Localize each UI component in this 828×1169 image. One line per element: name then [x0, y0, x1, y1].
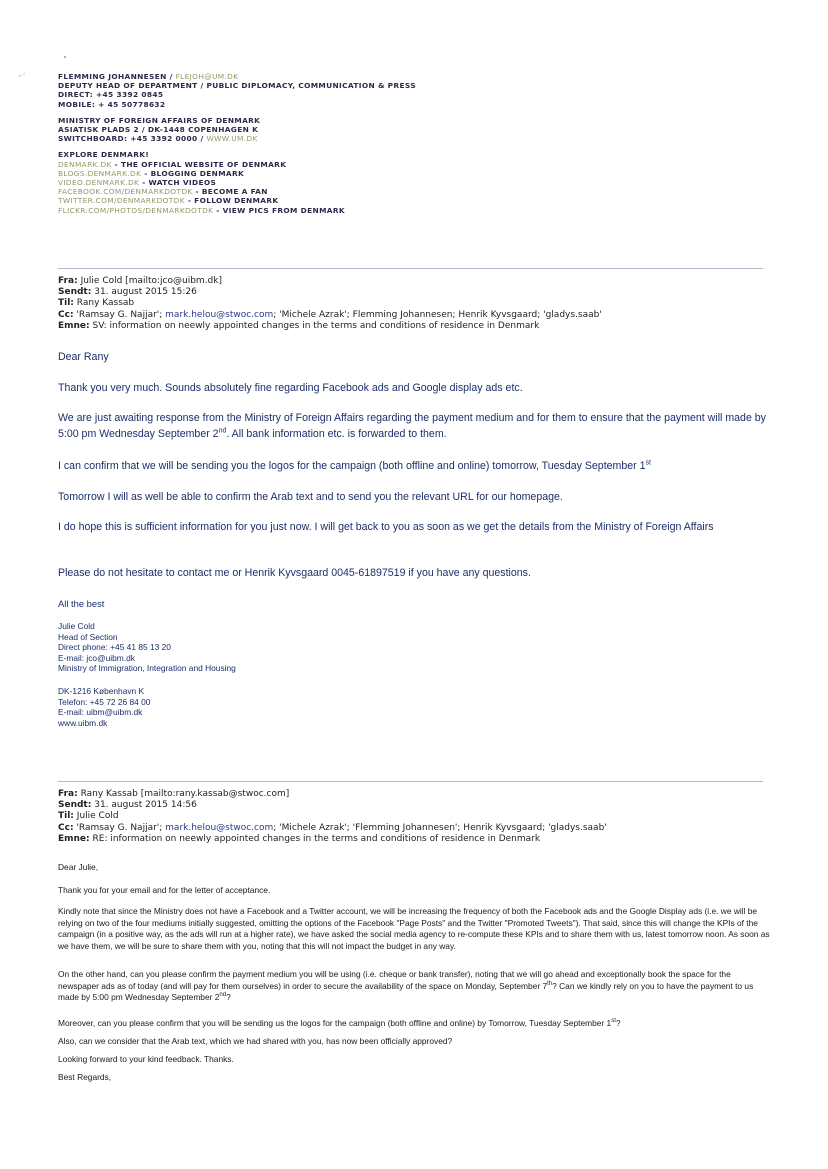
- to-value: Rany Kassab: [76, 298, 135, 309]
- email1-greeting: Dear Rany: [58, 351, 109, 363]
- to-value: Julie Cold: [76, 811, 119, 822]
- sig-org-email: E-mail: uibm@uibm.dk: [58, 707, 143, 718]
- cc-email-link[interactable]: mark.helou@stwoc.com: [165, 309, 274, 320]
- explore-link[interactable]: FLICKR.COM/PHOTOS/DENMARKDOTDK: [58, 205, 214, 215]
- ministry-address: ASIATISK PLADS 2 / DK-1448 COPENHAGEN K: [58, 125, 259, 135]
- email2-paragraph: On the other hand, can you please confirm the payment medium you will be using (i.e. cheque or bank transfer), noting that we will go ahead and exceptionally book the space for the newspaper ads as of today (and will pay for them ourselves) in order to secure the availability of the space on Monday, September 7th? Can we kindly rely on you to have the payment to us made by 5:00 pm Wednesday September 2nd?: [58, 969, 754, 1002]
- email2-header: [58, 789, 607, 845]
- sent-value: 31. august 2015 15:26: [94, 287, 197, 298]
- explore-link[interactable]: DENMARK.DK: [58, 159, 112, 169]
- sig-telefon: Telefon: +45 72 26 84 00: [58, 696, 151, 707]
- explore-link[interactable]: TWITTER.COM/DENMARKDOTDK: [58, 196, 185, 206]
- sig-title: Head of Section: [58, 631, 118, 642]
- email2-paragraph: Moreover, can you please confirm that you will be sending us the logos for the campaign (both offline and online) by Tomorrow, Tuesday September 1st?: [58, 1018, 621, 1028]
- scan-mark: ‹·‘: [18, 72, 26, 80]
- sent-value: 31. august 2015 14:56: [94, 800, 197, 811]
- cc-value-rest: ; 'Michele Azrak'; Flemming Johannesen; Henrik Kyvsgaard; 'gladys.saab': [273, 309, 602, 320]
- email2-paragraph: Thank you for your email and for the letter of acceptance.: [58, 885, 271, 895]
- email2-paragraph: Looking forward to your kind feedback. Thanks.: [58, 1054, 234, 1064]
- email1-closing: All the best: [58, 598, 105, 609]
- sig-org: Ministry of Immigration, Integration and Housing: [58, 663, 236, 674]
- sig-phone: Direct phone: +45 41 85 13 20: [58, 642, 171, 653]
- sig-address: DK-1216 København K: [58, 686, 145, 696]
- cc-email-link[interactable]: mark.helou@stwoc.com: [165, 822, 274, 833]
- sender-mobile: MOBILE: + 45 50778632: [58, 99, 166, 109]
- sig-email: E-mail: jco@uibm.dk: [58, 652, 135, 663]
- sent-label: Sendt:: [58, 800, 92, 811]
- signature-block: [58, 72, 416, 215]
- email1-paragraph: I can confirm that we will be sending you the logos for the campaign (both offline and online) tomorrow, Tuesday September 1st: [58, 459, 651, 472]
- explore-link-row: [58, 206, 416, 215]
- subject-label: Emne:: [58, 833, 90, 844]
- to-label: Til:: [58, 811, 74, 822]
- email2-paragraph: Kindly note that since the Ministry does not have a Facebook and a Twitter account, we will be increasing the frequency of both the Facebook ads and the Google Display ads (i.e. we will be relying on two of the four mediums initially suggested, omitting the options of the Facebook "Page Posts" and the Twitter "Promoted Tweets"). That said, since this will change the KPIs of the campaign (in a positive way, as the ads will run at a higher rate), we have asked the social media agency to re-compute these KPIs and to share them with us, latest tomorrow noon. As soon as we have them, we will be sure to share them with you, noting that this will not impact the budget in any way.: [58, 906, 770, 951]
- divider: [58, 781, 763, 782]
- explore-link-row: [58, 178, 416, 187]
- sender-direct-phone: DIRECT: +45 3392 0845: [58, 90, 164, 100]
- sig-name: Julie Cold: [58, 621, 95, 631]
- explore-link-row: [58, 160, 416, 169]
- explore-link-row: [58, 196, 416, 205]
- email1-paragraph: Please do not hesitate to contact me or Henrik Kyvsgaard 0045-61897519 if you have any questions.: [58, 567, 531, 579]
- email1-header: [58, 276, 602, 332]
- subject-label: Emne:: [58, 320, 90, 331]
- cc-value-rest: ; 'Michele Azrak'; 'Flemming Johannesen'; Henrik Kyvsgaard; 'gladys.saab': [273, 822, 607, 833]
- email1-signature-address: [58, 686, 150, 728]
- email1-paragraph: I do hope this is sufficient information for you just now. I will get back to you as soon as we get the details from the Ministry of Foreign Affairs: [58, 521, 714, 533]
- sent-label: Sendt:: [58, 287, 92, 298]
- email1-paragraph: Tomorrow I will as well be able to confirm the Arab text and to send you the relevant URL for our homepage.: [58, 491, 563, 503]
- email2-greeting: Dear Julie,: [58, 862, 99, 872]
- subject-value: RE: information on neewly appointed changes in the terms and conditions of residence in Denmark: [92, 833, 541, 844]
- divider: [58, 268, 763, 269]
- explore-link[interactable]: BLOGS.DENMARK.DK: [58, 168, 142, 178]
- email1-paragraph: We are just awaiting response from the Ministry of Foreign Affairs regarding the payment medium and for them to ensure that the payment will made by 5:00 pm Wednesday September 2nd. All bank information etc. is forwarded to them.: [58, 412, 766, 440]
- explore-link[interactable]: FACEBOOK.COM/DENMARKDOTDK: [58, 187, 193, 197]
- sig-website: www.uibm.dk: [58, 717, 108, 728]
- subject-value: SV: information on neewly appointed changes in the terms and conditions of residence in Denmark: [92, 320, 540, 331]
- email2-closing: Best Regards,: [58, 1072, 112, 1082]
- explore-link[interactable]: VIDEO.DENMARK.DK: [58, 178, 140, 188]
- explore-link-desc: - VIEW PICS FROM DENMARK: [213, 205, 345, 215]
- from-label: Fra:: [58, 276, 78, 286]
- sender-email-link[interactable]: FLEJOH@UM.DK: [175, 72, 239, 81]
- explore-heading: EXPLORE DENMARK!: [58, 150, 150, 160]
- cc-value: 'Ramsay G. Najjar';: [76, 309, 166, 320]
- cc-value: 'Ramsay G. Najjar';: [76, 822, 166, 833]
- sender-name: FLEMMING JOHANNESEN /: [58, 72, 176, 81]
- explore-link-desc: - BLOGGING DENMARK: [141, 168, 245, 178]
- to-label: Til:: [58, 298, 74, 309]
- explore-link-desc: - FOLLOW DENMARK: [184, 196, 279, 206]
- ministry-website-link[interactable]: WWW.UM.DK: [206, 134, 258, 144]
- sender-title: DEPUTY HEAD OF DEPARTMENT / PUBLIC DIPLOMACY, COMMUNICATION & PRESS: [58, 81, 416, 91]
- email1-signature: [58, 621, 236, 674]
- scan-speck: [64, 56, 66, 58]
- email1-paragraph: Thank you very much. Sounds absolutely fine regarding Facebook ads and Google display ads etc.: [58, 382, 523, 394]
- from-value: Rany Kassab [mailto:rany.kassab@stwoc.com]: [80, 789, 290, 799]
- explore-link-desc: - THE OFFICIAL WEBSITE OF DENMARK: [111, 159, 287, 169]
- explore-link-desc: - BECOME A FAN: [192, 187, 268, 197]
- ministry-name: MINISTRY OF FOREIGN AFFAIRS OF DENMARK: [58, 115, 261, 125]
- cc-label: Cc:: [58, 309, 74, 320]
- from-value: Julie Cold [mailto:jco@uibm.dk]: [80, 276, 222, 286]
- from-label: Fra:: [58, 789, 78, 799]
- explore-link-row: [58, 169, 416, 178]
- email2-paragraph: Also, can we consider that the Arab text, which we had shared with you, has now been officially approved?: [58, 1036, 453, 1046]
- switchboard: SWITCHBOARD: +45 3392 0000 /: [58, 134, 207, 144]
- cc-label: Cc:: [58, 822, 74, 833]
- explore-link-row: [58, 187, 416, 196]
- explore-link-desc: - WATCH VIDEOS: [139, 178, 217, 188]
